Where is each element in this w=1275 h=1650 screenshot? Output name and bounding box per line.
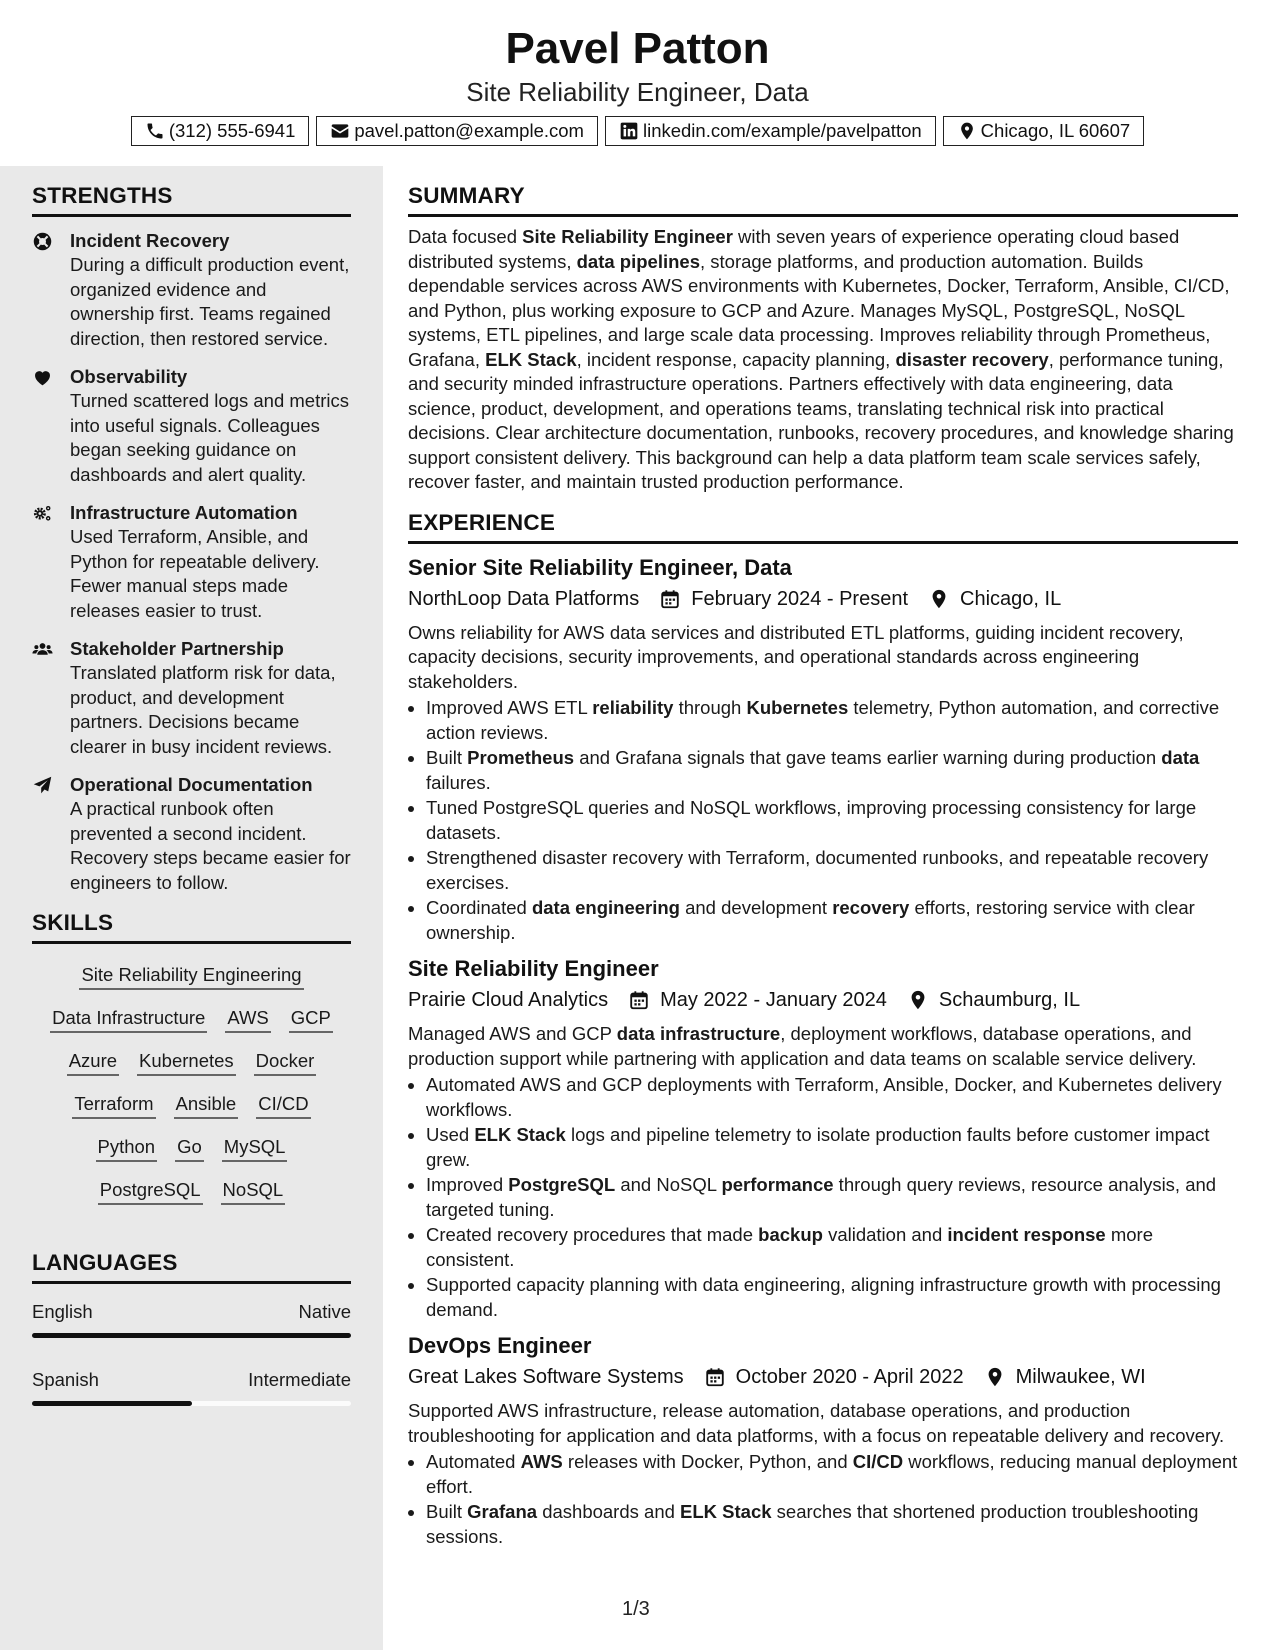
job-title: Senior Site Reliability Engineer, Data bbox=[408, 554, 792, 580]
job-title: Site Reliability Engineer bbox=[408, 956, 659, 981]
job-bullets bbox=[408, 1073, 1238, 1322]
language-proficiency-fill bbox=[32, 1333, 351, 1338]
calendar-icon bbox=[704, 1366, 726, 1388]
language-proficiency-bar bbox=[32, 1401, 351, 1406]
language-name: English bbox=[32, 1301, 93, 1322]
skill-tag: Python bbox=[96, 1134, 158, 1162]
job-bullet: • Automated AWS and GCP deployments with Terraform, Ansible, Docker, and Kubernetes delivery workflows. bbox=[426, 1073, 1238, 1122]
map-pin-icon bbox=[928, 588, 950, 610]
page-number: 1/3 bbox=[622, 1598, 650, 1620]
language-level: Native bbox=[298, 1301, 351, 1322]
candidate-name: Pavel Patton bbox=[505, 24, 770, 73]
strength-item bbox=[32, 773, 351, 895]
strength-item bbox=[32, 637, 351, 759]
strength-description: During a difficult production event, organized evidence and ownership first. Teams regained direction, then restored service. bbox=[70, 254, 350, 349]
paper-plane-icon bbox=[32, 773, 70, 895]
contact-item[interactable] bbox=[943, 116, 1144, 146]
language-row bbox=[32, 1300, 351, 1324]
contact-item[interactable] bbox=[131, 116, 310, 146]
resume-header bbox=[0, 0, 1275, 146]
strength-title: Infrastructure Automation bbox=[70, 502, 298, 523]
skill-tag: Kubernetes bbox=[137, 1048, 236, 1076]
skills-list bbox=[32, 962, 351, 1205]
strength-title: Observability bbox=[70, 366, 188, 387]
language-item bbox=[32, 1368, 351, 1406]
strength-body bbox=[70, 637, 351, 759]
language-proficiency-fill bbox=[32, 1401, 192, 1406]
language-level: Intermediate bbox=[248, 1369, 351, 1390]
job-company: Great Lakes Software Systems bbox=[408, 1366, 684, 1388]
skill-tag: CI/CD bbox=[256, 1091, 310, 1119]
map-pin-icon bbox=[957, 121, 977, 141]
job-bullet: • Supported capacity planning with data engineering, aligning infrastructure growth with processing demand. bbox=[426, 1273, 1238, 1322]
map-pin-icon bbox=[907, 989, 929, 1011]
strength-title: Operational Documentation bbox=[70, 774, 313, 795]
strength-body bbox=[70, 501, 351, 623]
job-bullet: • Created recovery procedures that made backup validation and incident response more consistent. bbox=[426, 1223, 1238, 1272]
strength-description: Translated platform risk for data, product, and development partners. Decisions became clearer in busy incident reviews. bbox=[70, 662, 336, 757]
calendar-icon bbox=[659, 588, 681, 610]
sidebar bbox=[0, 166, 383, 1650]
skill-tag: Site Reliability Engineering bbox=[79, 962, 303, 990]
job-dates: February 2024 - Present bbox=[691, 587, 909, 610]
language-row bbox=[32, 1368, 351, 1392]
contact-item[interactable] bbox=[605, 116, 936, 146]
job-meta bbox=[408, 585, 1238, 613]
heart-icon bbox=[32, 365, 70, 487]
contact-text: pavel.patton@example.com bbox=[354, 120, 584, 141]
job-description: Owns reliability for AWS data services and distributed ETL platforms, guiding incident recovery, capacity decisions, security improvements, and operational standards across engineering stakeholders. bbox=[408, 621, 1184, 692]
skill-tag: Terraform bbox=[72, 1091, 155, 1119]
skill-tag: AWS bbox=[225, 1005, 270, 1033]
contact-item[interactable] bbox=[316, 116, 598, 146]
job-description: Managed AWS and GCP data infrastructure, deployment workflows, database operations, and production support while partnering with application and data teams on scalable service delivery. bbox=[408, 1023, 1197, 1069]
summary-heading: SUMMARY bbox=[408, 182, 1238, 217]
job-bullet: • Built Grafana dashboards and ELK Stack searches that shortened production troubleshooting sessions. bbox=[426, 1500, 1238, 1549]
skill-tag: Ansible bbox=[174, 1091, 239, 1119]
strength-item bbox=[32, 229, 351, 351]
language-proficiency-bar bbox=[32, 1333, 351, 1338]
job-bullet: • Used ELK Stack logs and pipeline telemetry to isolate production faults before customer impact grew. bbox=[426, 1123, 1238, 1172]
job-bullet: • Automated AWS releases with Docker, Python, and CI/CD workflows, reducing manual deployment effort. bbox=[426, 1450, 1238, 1499]
job-bullets bbox=[408, 696, 1238, 945]
candidate-title: Site Reliability Engineer, Data bbox=[466, 77, 809, 107]
life-ring-icon bbox=[32, 229, 70, 351]
job-location: Schaumburg, IL bbox=[938, 989, 1081, 1011]
job-dates: October 2020 - April 2022 bbox=[735, 1366, 964, 1388]
summary-text: Data focused Site Reliability Engineer with seven years of experience operating cloud based distributed systems, data pipelines, storage platforms, and production automation. Builds dependable services across AWS environments with Kubernetes, Docker, Terraform, Ansible, CI/CD, and Python, plus working exposure to GCP and Azure. Manages MySQL, PostgreSQL, NoSQL systems, ETL pipelines, and large scale data processing. Improves reliability through Prometheus, Grafana, ELK Stack, incident response, capacity planning, disaster recovery, performance tuning, and security minded infrastructure operations. Partners effectively with data engineering, data science, product, development, and operations teams, translating technical risk into practical decisions. Clear architecture documentation, runbooks, recovery procedures, and knowledge sharing support consistent delivery. This background can help a data platform team scale services safely, recover faster, and maintain trusted production performance. bbox=[408, 226, 1234, 492]
skill-tag: Docker bbox=[254, 1048, 317, 1076]
job-bullet: • Improved AWS ETL reliability through Kubernetes telemetry, Python automation, and corrective action reviews. bbox=[426, 696, 1238, 745]
skill-tag: Azure bbox=[67, 1048, 119, 1076]
strength-body bbox=[70, 229, 351, 351]
job-company: NorthLoop Data Platforms bbox=[408, 587, 640, 610]
job-meta bbox=[408, 986, 1238, 1014]
job-location: Chicago, IL bbox=[960, 587, 1062, 610]
strength-body bbox=[70, 773, 351, 895]
language-item bbox=[32, 1300, 351, 1338]
strength-item bbox=[32, 365, 351, 487]
skill-tag: GCP bbox=[289, 1005, 333, 1033]
job-bullet: • Coordinated data engineering and development recovery efforts, restoring service with clear ownership. bbox=[426, 896, 1238, 945]
strength-item bbox=[32, 501, 351, 623]
users-icon bbox=[32, 637, 70, 759]
job-entry bbox=[408, 554, 1238, 946]
job-bullet: • Strengthened disaster recovery with Terraform, documented runbooks, and repeatable recovery exercises. bbox=[426, 846, 1238, 895]
experience-list bbox=[408, 554, 1238, 1550]
map-pin-icon bbox=[984, 1366, 1006, 1388]
strengths-heading: STRENGTHS bbox=[32, 182, 351, 217]
calendar-icon bbox=[628, 989, 650, 1011]
linkedin-icon bbox=[619, 121, 639, 141]
strength-body bbox=[70, 365, 351, 487]
skill-tag: Data Infrastructure bbox=[50, 1005, 207, 1033]
job-bullet: • Built Prometheus and Grafana signals that gave teams earlier warning during production data failures. bbox=[426, 746, 1238, 795]
skill-tag: MySQL bbox=[222, 1134, 288, 1162]
job-bullet: • Improved PostgreSQL and NoSQL performance through query reviews, resource analysis, and targeted tuning. bbox=[426, 1173, 1238, 1222]
strengths-list bbox=[32, 229, 351, 895]
languages-heading: LANGUAGES bbox=[32, 1249, 351, 1284]
skill-tag: PostgreSQL bbox=[98, 1177, 203, 1205]
skill-tag: NoSQL bbox=[221, 1177, 286, 1205]
skills-heading: SKILLS bbox=[32, 909, 351, 944]
job-dates: May 2022 - January 2024 bbox=[660, 989, 887, 1011]
gears-icon bbox=[32, 501, 70, 623]
job-description: Supported AWS infrastructure, release automation, database operations, and production troubleshooting for application and data platforms, with a focus on repeatable delivery and recovery. bbox=[408, 1400, 1225, 1446]
language-name: Spanish bbox=[32, 1369, 99, 1390]
skill-tag: Go bbox=[175, 1134, 204, 1162]
job-bullet: • Tuned PostgreSQL queries and NoSQL workflows, improving processing consistency for large datasets. bbox=[426, 796, 1238, 845]
contact-text: linkedin.com/example/pavelpatton bbox=[642, 120, 922, 141]
contact-text: (312) 555-6941 bbox=[168, 120, 296, 141]
job-entry bbox=[408, 1332, 1238, 1549]
strength-description: Turned scattered logs and metrics into useful signals. Colleagues began seeking guidance on dashboards and alert quality. bbox=[70, 390, 349, 485]
job-entry bbox=[408, 955, 1238, 1322]
job-meta bbox=[408, 1363, 1238, 1391]
strength-title: Incident Recovery bbox=[70, 230, 230, 251]
strength-title: Stakeholder Partnership bbox=[70, 638, 284, 659]
contact-text: Chicago, IL 60607 bbox=[980, 120, 1131, 141]
languages-list bbox=[32, 1300, 351, 1406]
envelope-icon bbox=[330, 121, 350, 141]
job-location: Milwaukee, WI bbox=[1015, 1366, 1146, 1388]
job-title: DevOps Engineer bbox=[408, 1333, 592, 1358]
phone-icon bbox=[145, 121, 165, 141]
main-column bbox=[408, 166, 1238, 1550]
strength-description: A practical runbook often prevented a second incident. Recovery steps became easier for engineers to follow. bbox=[70, 798, 351, 893]
strength-description: Used Terraform, Ansible, and Python for repeatable delivery. Fewer manual steps made releases easier to trust. bbox=[70, 526, 320, 621]
experience-heading: EXPERIENCE bbox=[408, 509, 1238, 544]
contact-bar bbox=[0, 116, 1275, 146]
job-company: Prairie Cloud Analytics bbox=[408, 989, 609, 1011]
job-bullets bbox=[408, 1450, 1238, 1549]
